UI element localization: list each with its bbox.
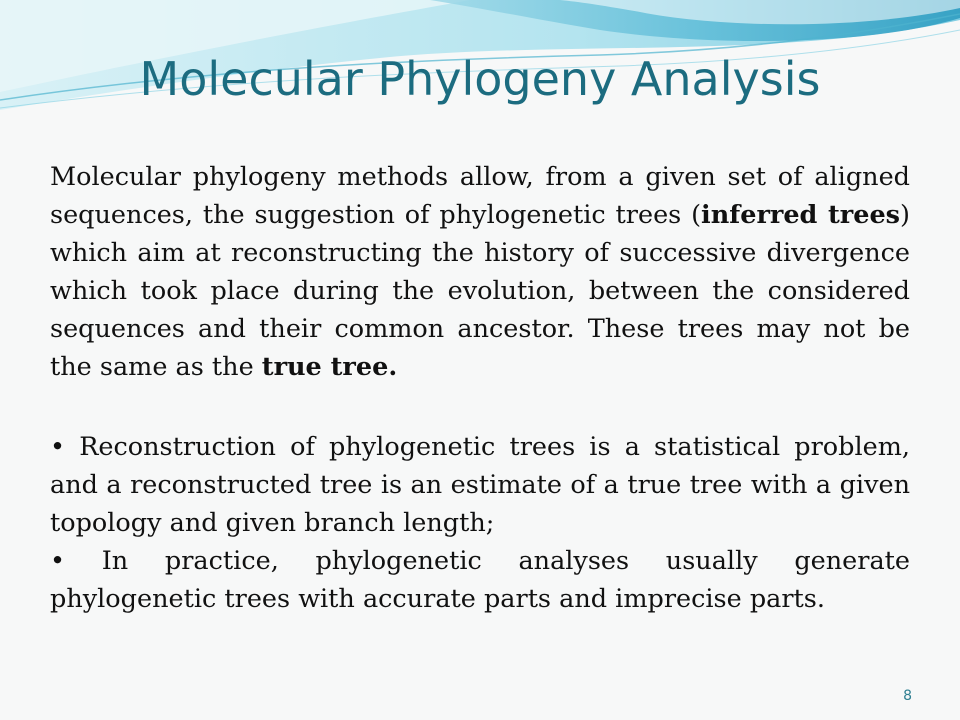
inferred-trees-term: inferred trees — [701, 200, 901, 230]
bullet-reconstruction: • Reconstruction of phylogenetic trees is a statistical problem, and a reconstructed tree is an estimate of a true tree with a given topology and given branch length; — [50, 432, 910, 538]
intro-paragraph — [50, 158, 910, 386]
bullet-practice: • In practice, phylogenetic analyses usually generate phylogenetic trees with accurate parts and imprecise parts. — [50, 546, 910, 614]
slide-title: Molecular Phylogeny Analysis — [139, 52, 821, 106]
page-number: 8 — [903, 688, 912, 704]
intro-text-part2: ) which aim at reconstructing the history of successive divergence which took place during the evolution, between the considered sequences and their common ancestor. These trees may not be the same as the — [50, 200, 910, 382]
true-tree-term: true tree. — [261, 352, 398, 382]
intro-text-part1: Molecular phylogeny methods allow, from a given set of aligned sequences, the suggestion of phylogenetic trees ( — [50, 162, 910, 230]
